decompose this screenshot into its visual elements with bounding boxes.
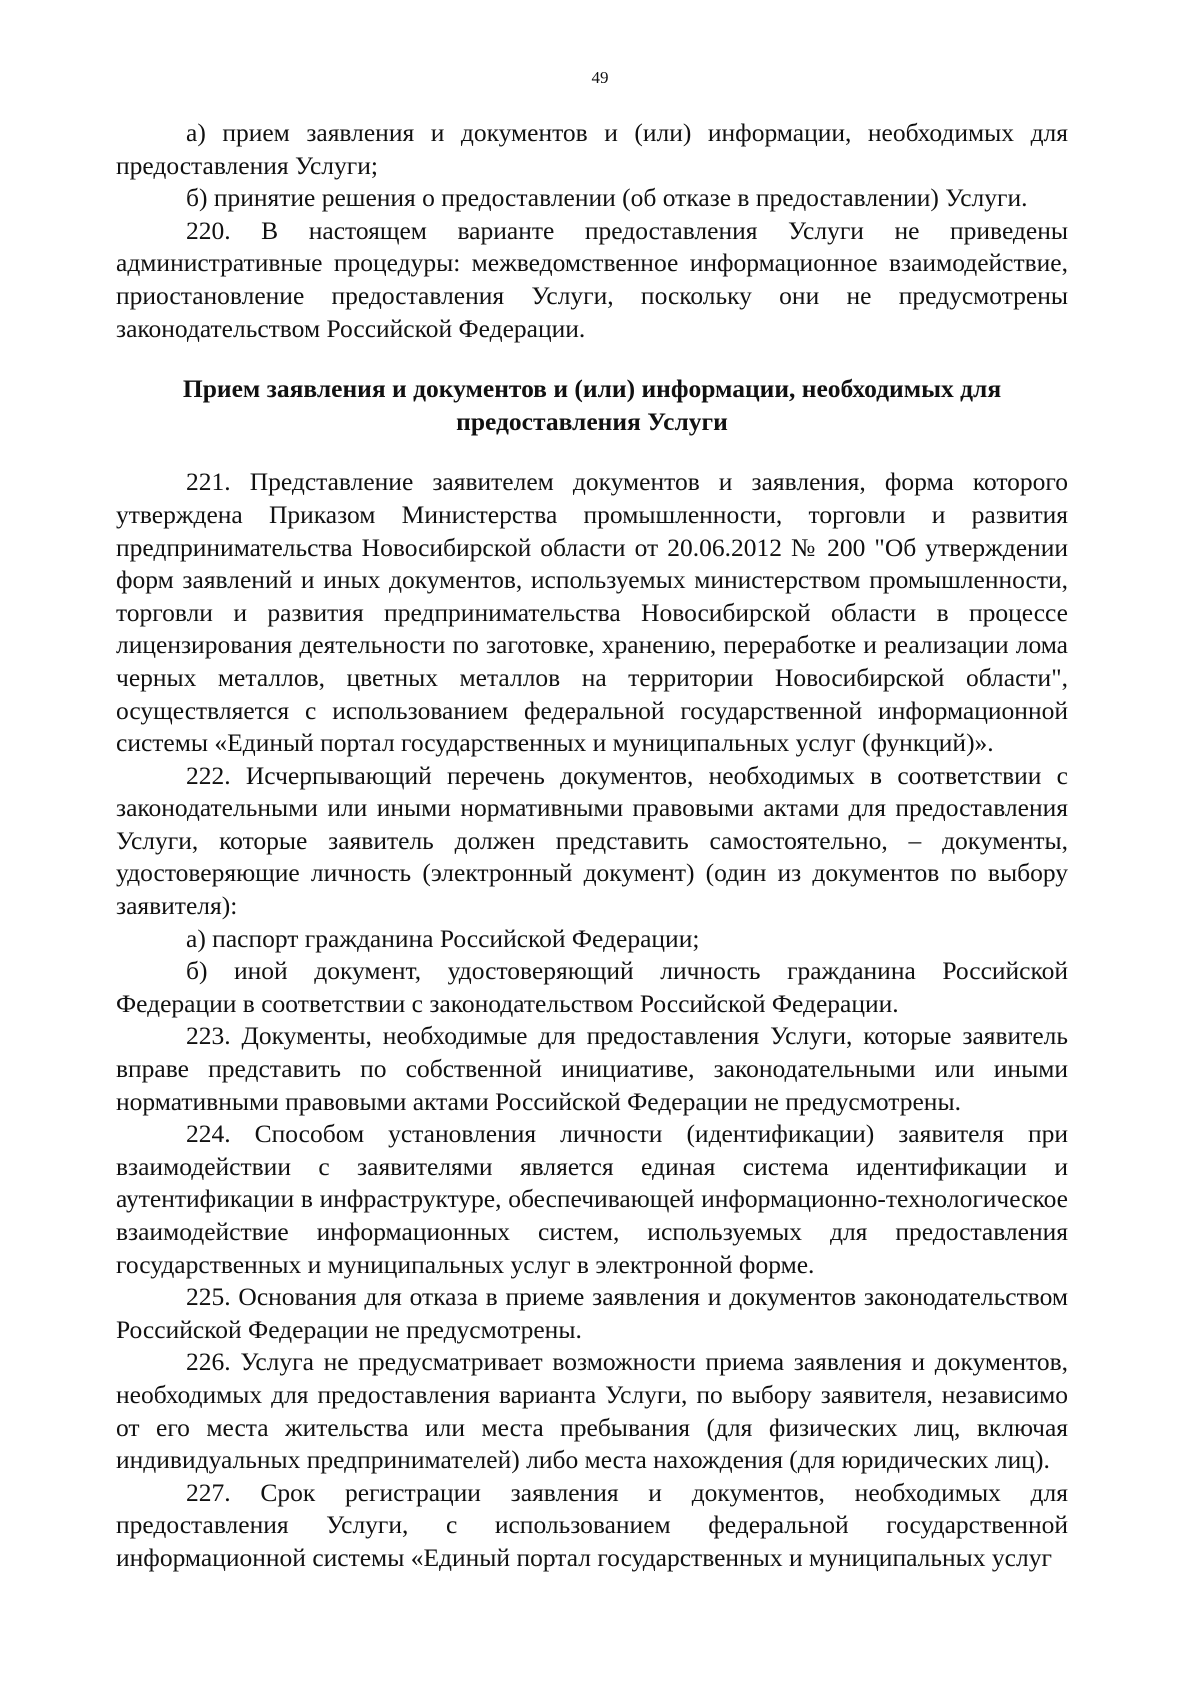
paragraph-225: 225. Основания для отказа в приеме заявления и документов законодательством Российской Федерации не предусмотрены. — [116, 1282, 1068, 1344]
section-heading-line-2: предоставления Услуги — [456, 406, 728, 436]
paragraph-222: 222. Исчерпывающий перечень документов, необходимых в соответствии с законодательными или иными нормативными правовыми актами для предоставления Услуги, которые заявитель должен представить самостоятельно, – документы, удостоверяющие личность (электронный документ) (один из документов по выбору заявителя): — [116, 760, 1068, 921]
section-heading-line-1: Прием заявления и документов и (или) информации, необходимых для — [182, 374, 1002, 404]
paragraph-list-item-b: б) принятие решения о предоставлении (об отказе в предоставлении) Услуги. — [186, 183, 1028, 213]
paragraph-221: 221. Представление заявителем документов и заявления, форма которого утверждена Приказом Министерства промышленности, торговли и развития предпринимательства Новосибирской области от 20.06.2012 № 200 "Об утверждении форм заявлений и иных документов, используемых министерством промышленности, торговли и развития предпринимательства Новосибирской области в процессе лицензирования деятельности по заготовке, хранению, переработке и реализации лома черных металлов, цветных металлов на территории Новосибирской области", осуществляется с использованием федеральной государственной информационной системы «Единый портал государственных и муниципальных услуг (функций)». — [116, 467, 1068, 758]
paragraph-222-item-a: а) паспорт гражданина Российской Федерации; — [186, 923, 700, 953]
paragraph-223: 223. Документы, необходимые для предоставления Услуги, которые заявитель вправе представить по собственной инициативе, законодательными или иными нормативными правовыми актами Российской Федерации не предусмотрены. — [116, 1021, 1068, 1116]
paragraph-224: 224. Способом установления личности (идентификации) заявителя при взаимодействии с заявителями является единая система идентификации и аутентификации в инфраструктуре, обеспечивающей информационно-технологическое взаимодействие информационных систем, используемых для предоставления государственных и муниципальных услуг в электронной форме. — [116, 1119, 1068, 1279]
section-heading — [116, 373, 1068, 438]
paragraph-222-item-b: б) иной документ, удостоверяющий личность гражданина Российской Федерации в соответствии с законодательством Российской Федерации. — [116, 956, 1068, 1018]
paragraph-list-item-a: а) прием заявления и документов и (или) информации, необходимых для предоставления Услуги; — [116, 118, 1068, 180]
paragraph-226: 226. Услуга не предусматривает возможности приема заявления и документов, необходимых для предоставления варианта Услуги, по выбору заявителя, независимо от его места жительства или места пребывания (для физических лиц, включая индивидуальных предпринимателей) либо места нахождения (для юридических лиц). — [116, 1347, 1068, 1475]
document-body — [116, 117, 1068, 1575]
paragraph-227: 227. Срок регистрации заявления и документов, необходимых для предоставления Услуги, с использованием федеральной государственной информационной системы «Единый портал государственных и муниципальных услуг — [116, 1477, 1068, 1572]
paragraph-220: 220. В настоящем варианте предоставления Услуги не приведены административные процедуры: межведомственное информационное взаимодействие, приостановление предоставления Услуги, поскольку они не предусмотрены законодательством Российской Федерации. — [116, 215, 1068, 343]
page-number: 49 — [591, 68, 609, 87]
